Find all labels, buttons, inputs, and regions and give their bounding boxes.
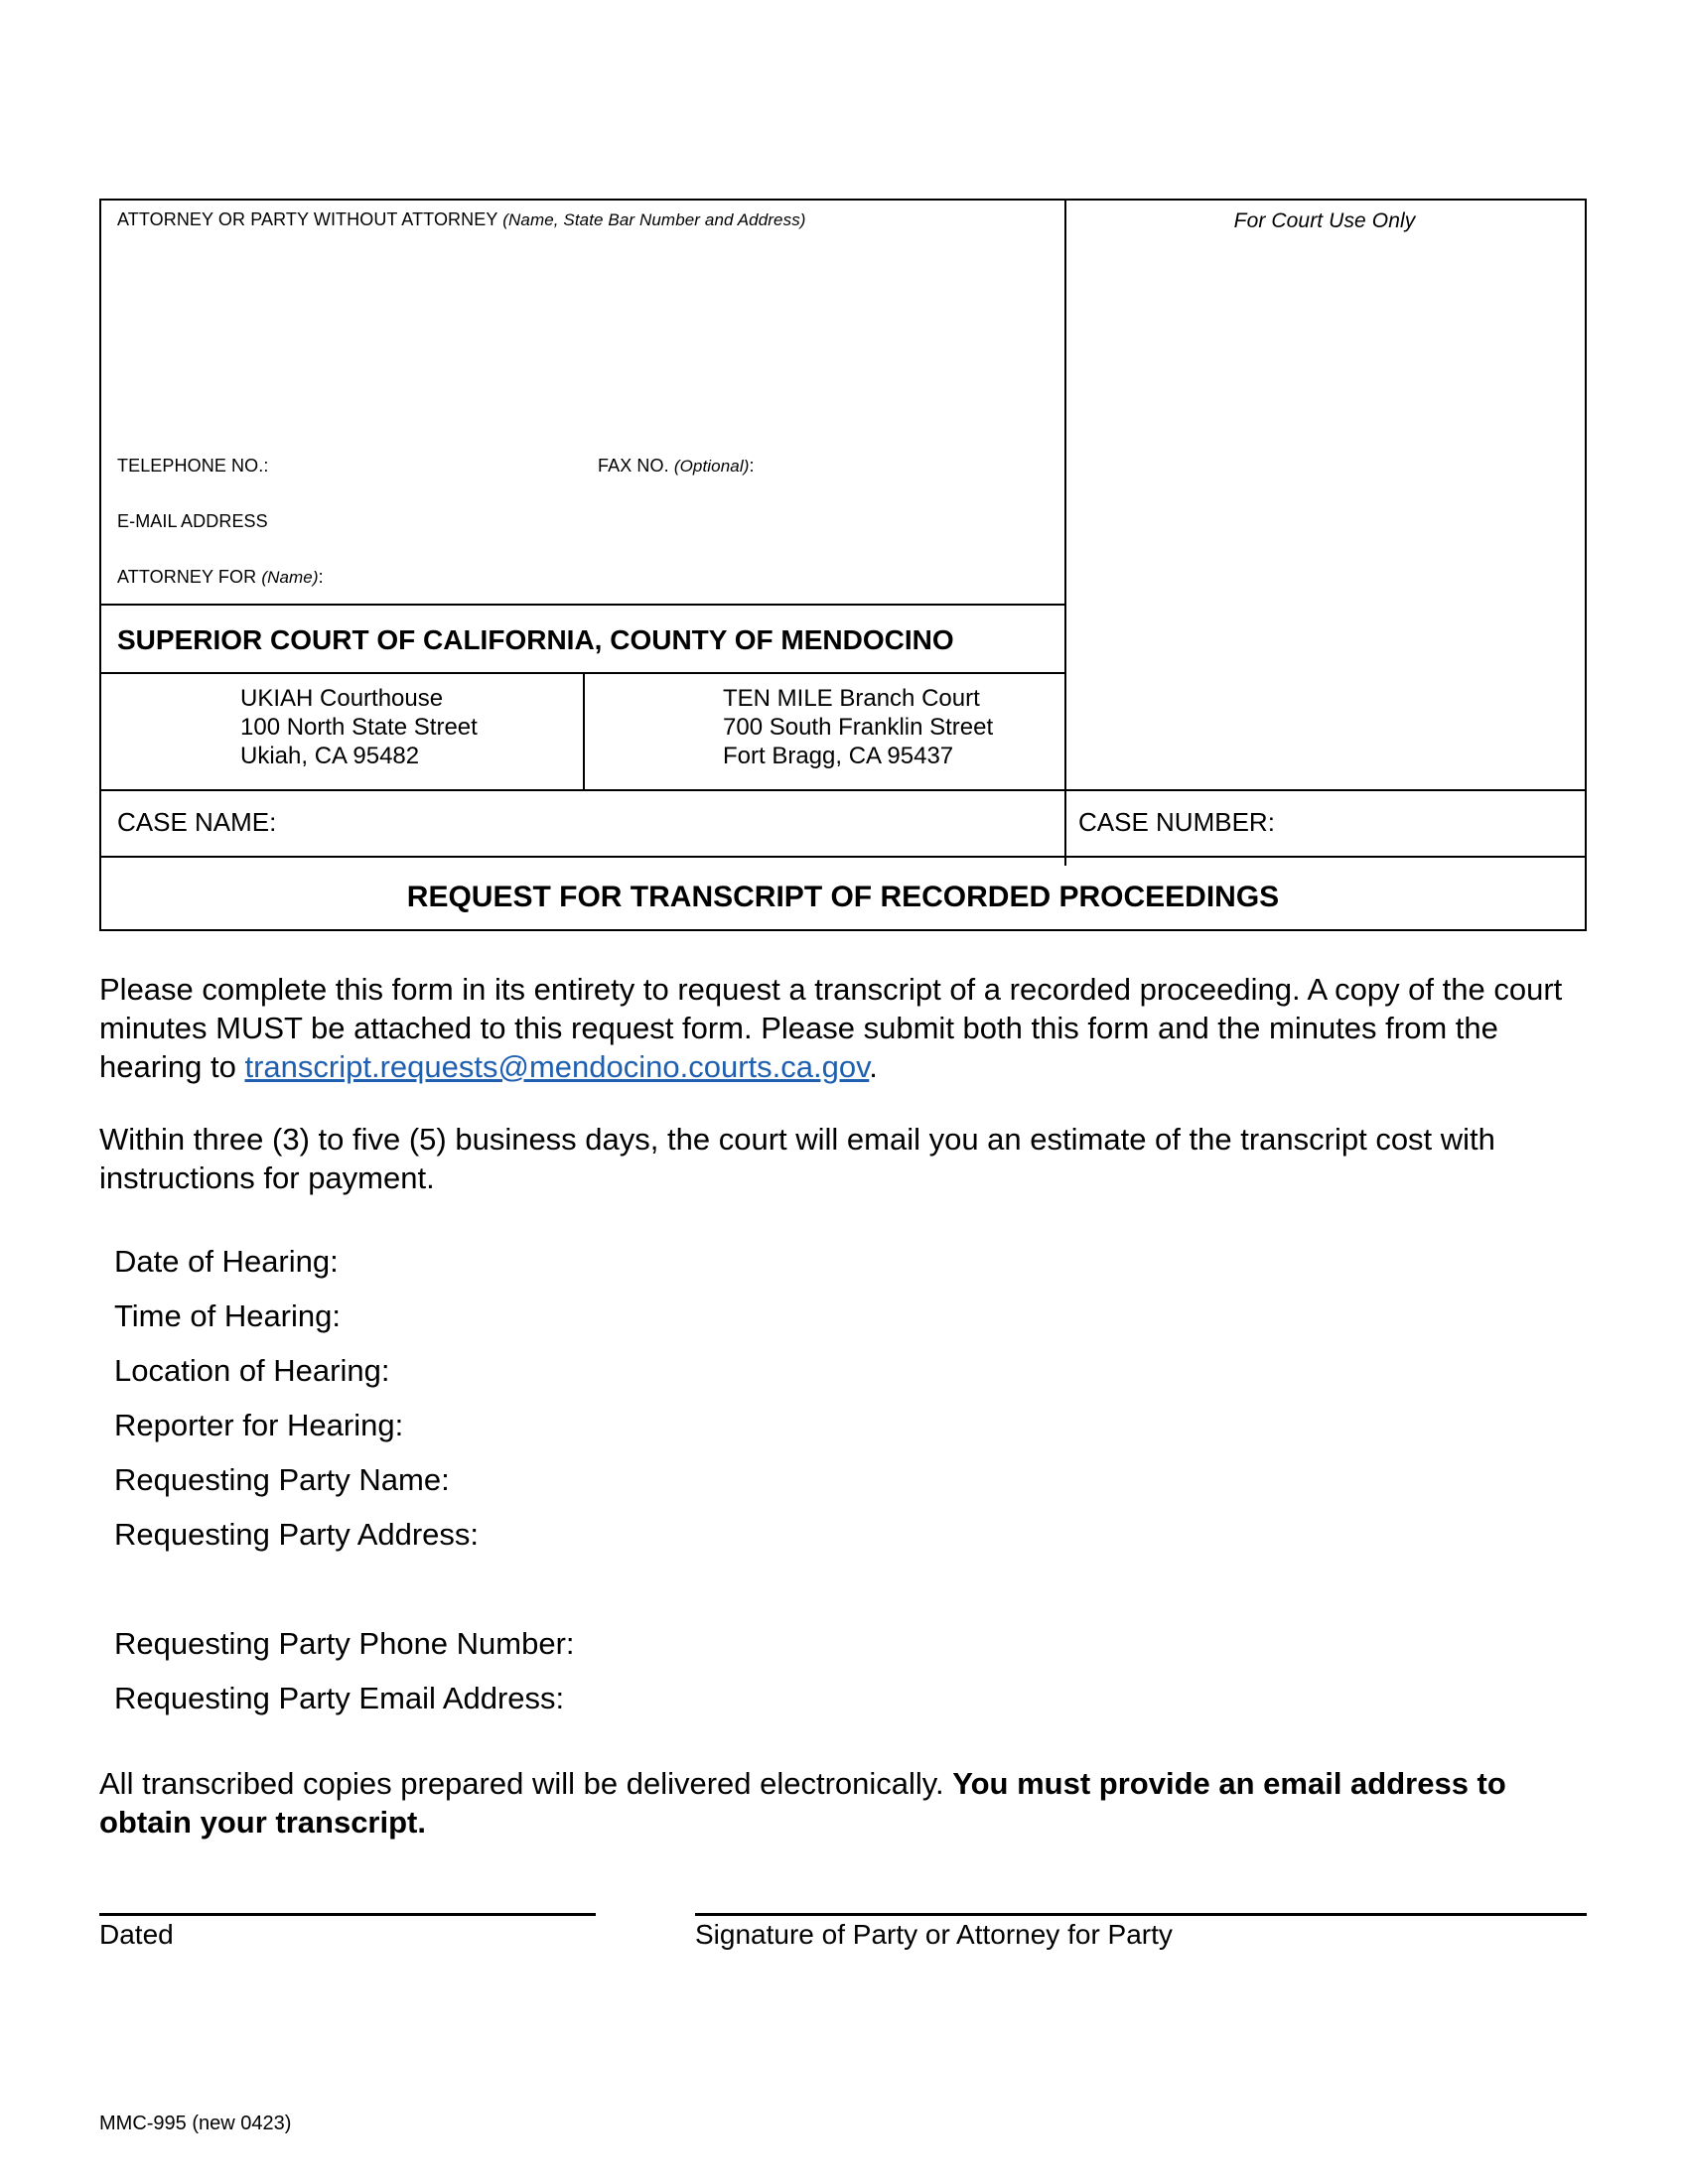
case-name-label: CASE NAME: <box>117 807 277 837</box>
caption-box <box>99 199 1587 931</box>
ukiah-courthouse-address: UKIAH Courthouse 100 North State Street Ukiah, CA 95482 <box>240 685 478 769</box>
court-name: SUPERIOR COURT OF CALIFORNIA, COUNTY OF MENDOCINO <box>117 624 954 655</box>
dated-label: Dated <box>99 1919 174 1950</box>
divider-title-top <box>101 856 1585 858</box>
email-address-label: E-MAIL ADDRESS <box>117 511 268 531</box>
transcript-email-link[interactable]: transcript.requests@mendocino.courts.ca.gov <box>244 1049 870 1084</box>
location-of-hearing-label: Location of Hearing: <box>114 1353 390 1388</box>
divider-courthouses <box>583 672 585 789</box>
signature-line <box>695 1913 1587 1916</box>
tenmile-branch-address: TEN MILE Branch Court 700 South Franklin Street Fort Bragg, CA 95437 <box>723 685 994 769</box>
telephone-label: TELEPHONE NO.: <box>117 456 269 476</box>
estimate-paragraph: Within three (3) to five (5) business days, the court will email you an estimate of the transcript cost with instructions for payment. <box>99 1122 1495 1195</box>
signature-label: Signature of Party or Attorney for Party <box>695 1919 1173 1950</box>
dated-line <box>99 1913 596 1916</box>
divider-case-row-top <box>101 789 1585 791</box>
instructions-paragraph: Please complete this form in its entirety to request a transcript of a recorded proceeding. A copy of the court minutes MUST be attached to this request form. Please submit both this form and the minutes from the hearing to transcript.requests@mendocino.courts.ca.gov. <box>99 972 1563 1084</box>
requesting-party-email-label: Requesting Party Email Address: <box>114 1681 565 1715</box>
form-number: MMC-995 (new 0423) <box>99 2113 292 2134</box>
court-use-label: For Court Use Only <box>1233 209 1416 232</box>
divider-court-name-top <box>101 604 1064 606</box>
fax-label: FAX NO. (Optional): <box>598 456 755 476</box>
attorney-label: ATTORNEY OR PARTY WITHOUT ATTORNEY (Name, State Bar Number and Address) <box>117 209 806 229</box>
form-title: REQUEST FOR TRANSCRIPT OF RECORDED PROCEEDINGS <box>406 881 1280 913</box>
requesting-party-address-label: Requesting Party Address: <box>114 1517 480 1552</box>
requesting-party-name-label: Requesting Party Name: <box>114 1462 450 1497</box>
delivery-paragraph: All transcribed copies prepared will be delivered electronically. You must provide an email address to obtain your transcript. <box>99 1766 1506 1840</box>
reporter-for-hearing-label: Reporter for Hearing: <box>114 1408 404 1442</box>
case-number-label: CASE NUMBER: <box>1078 807 1275 837</box>
divider-court-use <box>1064 201 1066 866</box>
date-of-hearing-label: Date of Hearing: <box>114 1244 339 1279</box>
requesting-party-phone-label: Requesting Party Phone Number: <box>114 1626 575 1661</box>
attorney-for-label: ATTORNEY FOR (Name): <box>117 567 324 587</box>
time-of-hearing-label: Time of Hearing: <box>114 1298 341 1333</box>
